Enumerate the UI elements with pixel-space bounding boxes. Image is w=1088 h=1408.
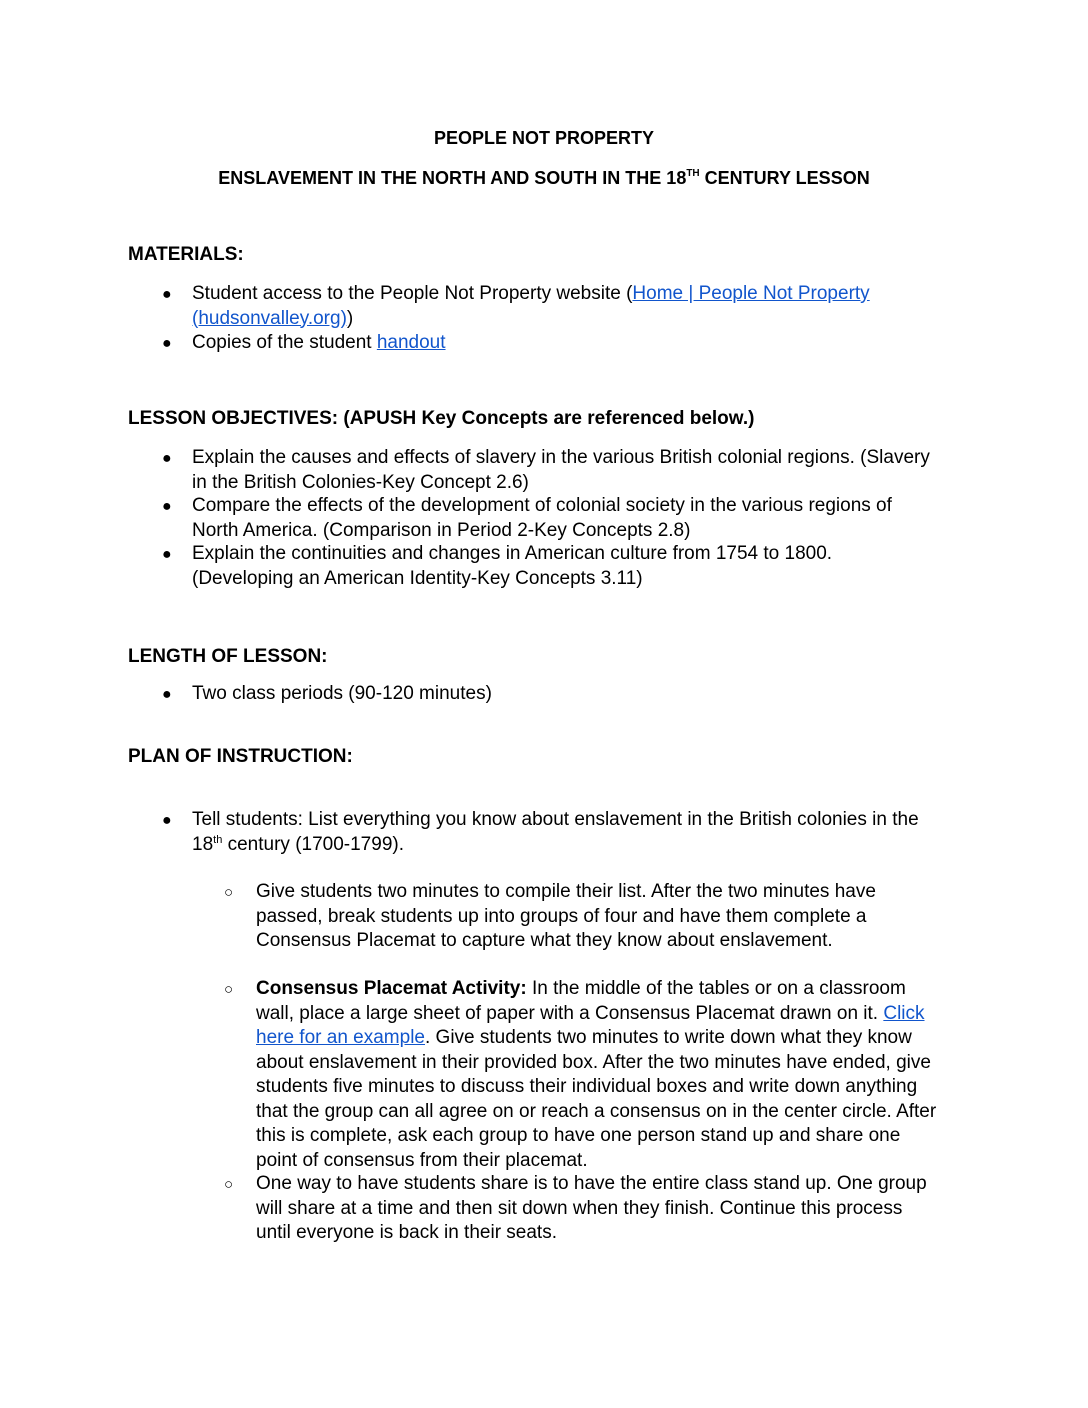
bullet-icon: ● <box>162 498 172 515</box>
document-subtitle <box>0 168 1088 189</box>
materials-heading: MATERIALS: <box>128 244 244 265</box>
bullet-icon: ● <box>162 812 172 829</box>
length-heading: LENGTH OF LESSON: <box>128 646 328 667</box>
plan-item-list: Tell students: List everything you know about enslavement in the British colonies in the 18th century (1700-1799). <box>192 809 919 855</box>
website-link[interactable]: Home | People Not Property <box>632 283 870 304</box>
plan-subitem-placemat: Consensus Placemat Activity: In the middle of the tables or on a classroom wall, place a large sheet of paper with a Consensus Placemat drawn on it. Click here for an example. Give students two minutes to write down what they know about enslavement in their provided box. After the two minutes have ended, give students five minutes to discuss their individual boxes and write down anything that the group can all agree on or reach a consensus on in the center circle. After this is complete, ask each group to have one person stand up and share one point of consensus from their placemat. <box>256 978 937 1171</box>
objective-item: Explain the causes and effects of slavery in the various British colonial regions. (Slavery in the British Colonies-Key Concept 2.6) <box>192 447 930 493</box>
bullet-icon: ● <box>162 286 172 303</box>
bullet-icon: ● <box>162 335 172 352</box>
subtitle-text: ENSLAVEMENT IN THE NORTH AND SOUTH IN THE 18 <box>218 168 687 188</box>
materials-item-website: Student access to the People Not Property website (Home | People Not Property (hudsonvalley.org)) <box>192 283 870 329</box>
plan-subitem-compile: Give students two minutes to compile their list. After the two minutes have passed, break students up into groups of four and have them complete a Consensus Placemat to capture what they know about enslavement. <box>256 881 876 951</box>
example-link-continued[interactable]: here for an example <box>256 1027 425 1048</box>
subtitle-superscript: TH <box>686 168 700 179</box>
handout-link[interactable]: handout <box>376 332 446 353</box>
objectives-heading: LESSON OBJECTIVES: (APUSH Key Concepts are referenced below.) <box>128 408 755 429</box>
plan-heading: PLAN OF INSTRUCTION: <box>128 746 353 767</box>
plan-subitem-share: One way to have students share is to have the entire class stand up. One group will share at a time and then sit down when they finish. Continue this process until everyone is back in their seats. <box>256 1173 927 1243</box>
bullet-icon: ● <box>162 686 172 703</box>
bullet-icon: ● <box>162 546 172 563</box>
hollow-bullet-icon: ○ <box>224 884 234 901</box>
objective-item: Compare the effects of the development of colonial society in the various regions of North America. (Comparison in Period 2-Key Concepts 2.8) <box>192 495 892 541</box>
bullet-icon: ● <box>162 450 172 467</box>
website-link-continued[interactable]: (hudsonvalley.org) <box>192 307 347 329</box>
hollow-bullet-icon: ○ <box>224 1176 234 1193</box>
materials-item-handout: Copies of the student handout <box>192 332 446 353</box>
example-link[interactable]: Click <box>883 1002 925 1024</box>
length-item: Two class periods (90-120 minutes) <box>192 683 492 704</box>
subtitle-text-end: CENTURY LESSON <box>699 168 870 188</box>
document-title: PEOPLE NOT PROPERTY <box>433 128 655 148</box>
objective-item: Explain the continuities and changes in American culture from 1754 to 1800. (Developing an American Identity-Key Concepts 3.11) <box>192 543 833 589</box>
hollow-bullet-icon: ○ <box>224 981 234 998</box>
